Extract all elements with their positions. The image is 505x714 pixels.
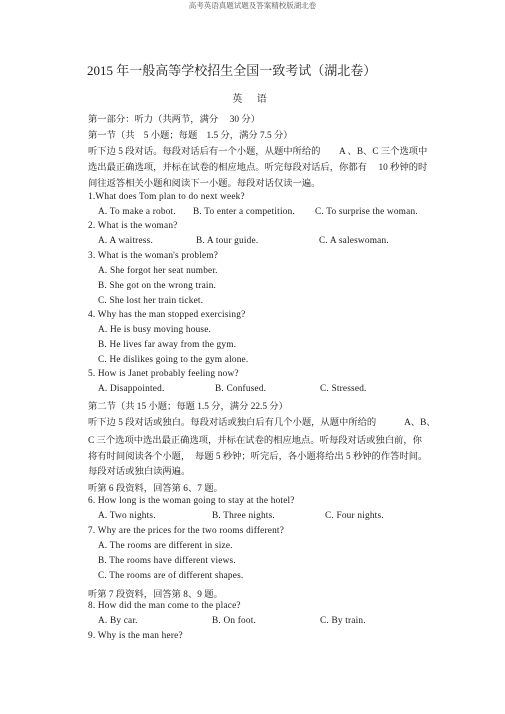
question-1: 1.What does Tom plan to do next week? <box>88 192 245 202</box>
question-8: 8. How did the man come to the place? <box>88 601 241 611</box>
option: B. A tour guide. <box>196 236 259 246</box>
instruction-line: 选出最正确选项，并标在试卷的相应地点。听完每段对话后，你都有 10 秒钟的时 <box>88 163 428 173</box>
question-7: 7. Why are the prices for the two rooms different? <box>88 526 285 536</box>
subject-heading: 英 语 <box>232 94 273 105</box>
option: C. Four nights. <box>325 511 384 521</box>
option: A. By car. <box>98 616 138 626</box>
option: C. She lost her train ticket. <box>98 296 204 306</box>
option: B. To enter a competition. <box>193 207 295 217</box>
section-heading: 第一节（共 5 小题；每题 1.5 分，满分 7.5 分） <box>88 131 293 141</box>
option: B. The rooms have different views. <box>98 556 236 566</box>
instruction-line: C 三个选项中选出最正确选项，并标在试卷的相应地点。听每段对话或独白前，你 <box>88 436 422 446</box>
instruction-line: 听下边 5 段对话。每段对话后有一个小题，从题中所给的 A 、B、C 三个选项中 <box>88 147 428 157</box>
question-5: 5. How is Janet probably feeling now? <box>88 369 239 379</box>
option: A. He is busy moving house. <box>98 325 212 335</box>
option: B. Confused. <box>215 384 267 394</box>
material-note: 听第 7 段资料，回答第 8、9 题。 <box>88 590 223 600</box>
option: C. He dislikes going to the gym alone. <box>98 355 249 365</box>
option: C. To surprise the woman. <box>315 207 418 217</box>
instruction-line: 每段对话或独白读两遍。 <box>88 467 191 477</box>
instruction-line: 将有时间阅读各个小题， 每题 5 秒钟；听完后，各小题将给出 5 秒钟的作答时间。 <box>88 452 428 462</box>
option: B. On foot. <box>212 616 257 626</box>
option: C. A saleswoman. <box>319 236 389 246</box>
question-3: 3. What is the woman's problem? <box>88 251 219 261</box>
option: A. Disappointed. <box>98 384 165 394</box>
option: B. Three nights. <box>212 511 275 521</box>
option: A. She forgot her seat number. <box>98 266 218 276</box>
exam-title: 2015 年一般高等学校招生全国一致考试（湖北卷） <box>87 63 377 78</box>
question-9: 9. Why is the man here? <box>88 631 183 641</box>
section-heading: 第二节（共 15 小题；每题 1.5 分，满分 22.5 分） <box>88 402 288 412</box>
part-heading: 第一部分：听力（共两节，满分 30 分） <box>88 115 260 125</box>
page-header: 高考英语真题试题及答案精校版湖北卷 <box>188 1 317 10</box>
option: A. The rooms are different in size. <box>98 541 233 551</box>
option: B. He lives far away from the gym. <box>98 340 237 350</box>
option: A. To make a robot. <box>98 207 176 217</box>
option: A. A waitress. <box>98 236 153 246</box>
material-note: 听第 6 段资料，回答第 6、7 题。 <box>88 484 223 494</box>
question-2: 2. What is the woman? <box>88 221 178 231</box>
question-4: 4. Why has the man stopped exercising? <box>88 310 246 320</box>
question-6: 6. How long is the woman going to stay at the hotel? <box>88 496 295 506</box>
option: A. Two nights. <box>98 511 156 521</box>
instruction-line: 间往返答相关小题和阅读下一小题。每段对话仅读一遍。 <box>88 179 321 189</box>
instruction-line: 听下边 5 段对话或独白。每段对话或独白后有几个小题，从题中所给的 A、B、 <box>88 418 436 428</box>
option: C. The rooms are of different shapes. <box>98 571 244 581</box>
option: C. Stressed. <box>320 384 367 394</box>
option: B. She got on the wrong train. <box>98 281 217 291</box>
option: C. By train. <box>320 616 366 626</box>
